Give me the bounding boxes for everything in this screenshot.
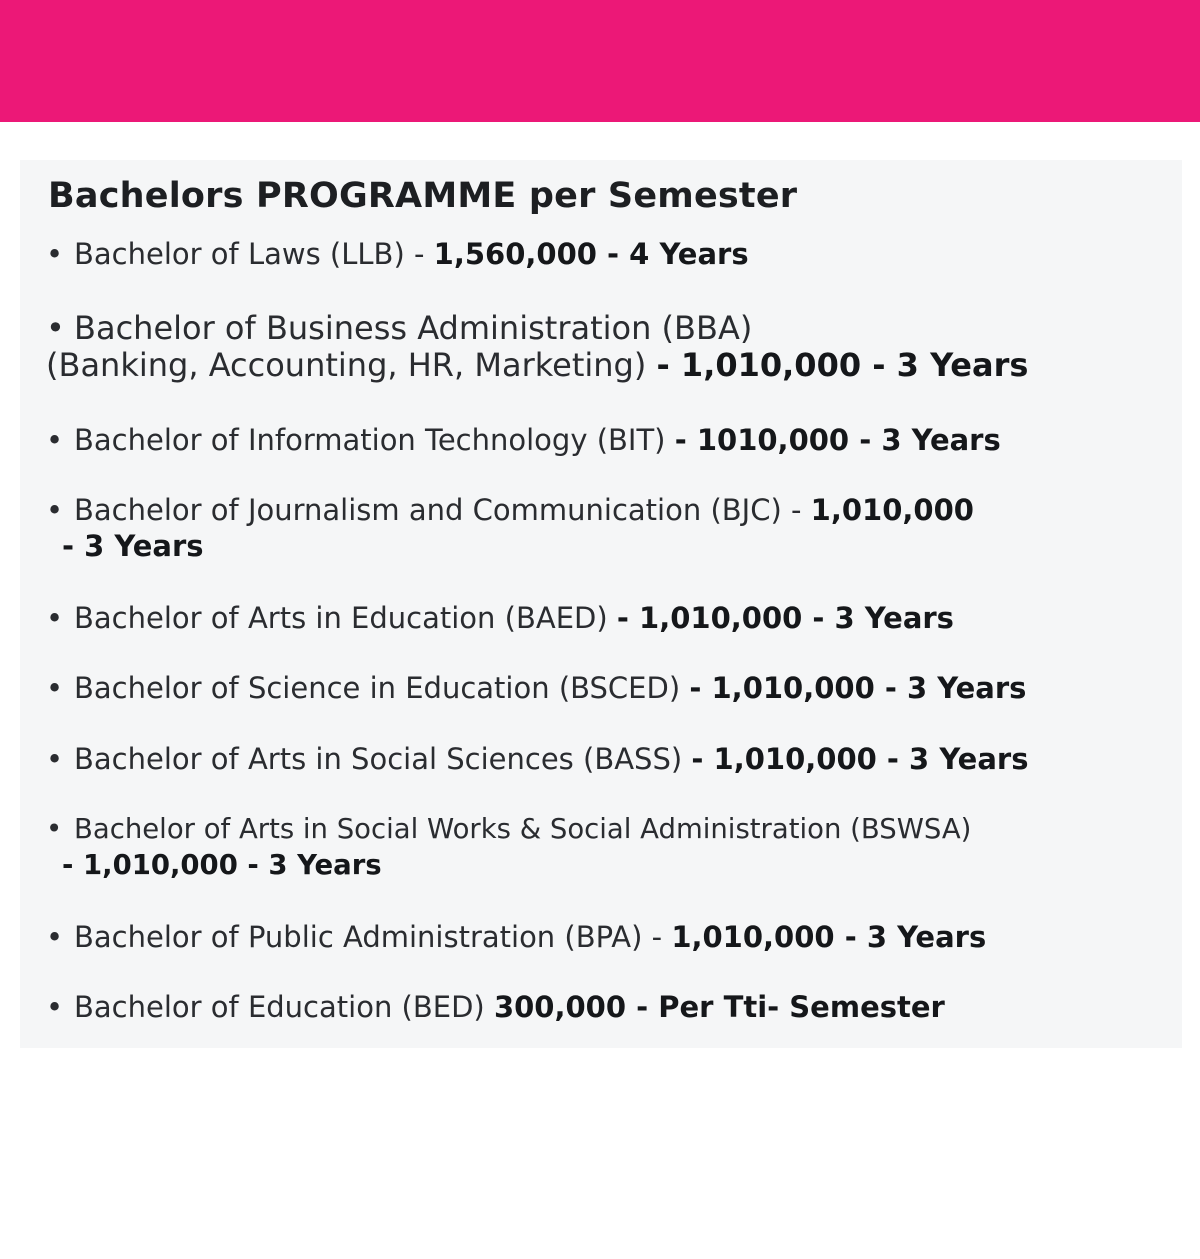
bullet-icon: • <box>46 237 64 271</box>
list-item-bpa <box>46 919 986 955</box>
bullet-icon: • <box>46 920 64 954</box>
bullet-icon: • <box>46 671 64 705</box>
programme-name: Bachelor of Journalism and Communication (BJC) - <box>74 493 811 527</box>
bullet-icon: • <box>46 493 64 527</box>
programme-duration: - 3 Years <box>62 529 204 563</box>
programme-fee: 1,010,000 - 3 Years <box>671 920 987 954</box>
list-item-bed <box>46 989 945 1025</box>
list-item-bba <box>46 310 1028 384</box>
bullet-icon: • <box>46 423 64 457</box>
programme-name: Bachelor of Laws (LLB) - <box>74 237 434 271</box>
programme-name: Bachelor of Education (BED) <box>74 990 494 1024</box>
list-item-bass <box>46 741 1028 777</box>
programme-name: Bachelor of Arts in Education (BAED) <box>74 601 617 635</box>
list-item-bswsa <box>46 811 971 883</box>
list-item-bjc <box>46 492 974 564</box>
programme-name: Bachelor of Science in Education (BSCED) <box>74 671 690 705</box>
programme-fee: 300,000 - Per Tti- Semester <box>493 990 945 1024</box>
bullet-icon: • <box>46 601 64 635</box>
programme-name: Bachelor of Arts in Social Works & Social Administration (BSWSA) <box>74 813 972 845</box>
bullet-icon: • <box>46 309 65 347</box>
programme-fee: - 1,010,000 - 3 Years <box>691 742 1029 776</box>
programme-fee: - 1010,000 - 3 Years <box>674 423 1001 457</box>
list-item-baed <box>46 600 954 636</box>
list-item-bit <box>46 422 1001 458</box>
programme-fee: - 1,010,000 - 3 Years <box>689 671 1027 705</box>
programme-name: Bachelor of Information Technology (BIT) <box>74 423 675 457</box>
programme-fee: - 1,010,000 - 3 Years <box>616 601 954 635</box>
programme-fee: 1,560,000 - 4 Years <box>433 237 749 271</box>
page-title: Bachelors PROGRAMME per Semester <box>48 176 798 216</box>
programme-name: Bachelor of Public Administration (BPA) - <box>74 920 672 954</box>
top-banner <box>0 0 1200 122</box>
programme-name: Bachelor of Business Administration (BBA) <box>74 309 753 347</box>
programme-fee: - 1,010,000 - 3 Years <box>656 346 1029 384</box>
programme-specializations: (Banking, Accounting, HR, Marketing) <box>46 346 657 384</box>
programme-fee: - 1,010,000 - 3 Years <box>62 849 382 881</box>
list-item-bsced <box>46 670 1026 706</box>
programme-fee: 1,010,000 <box>810 493 974 527</box>
programme-name: Bachelor of Arts in Social Sciences (BASS) <box>74 742 692 776</box>
bullet-icon: • <box>46 813 63 845</box>
list-item-llb <box>46 236 749 272</box>
bullet-icon: • <box>46 742 64 776</box>
bullet-icon: • <box>46 990 64 1024</box>
